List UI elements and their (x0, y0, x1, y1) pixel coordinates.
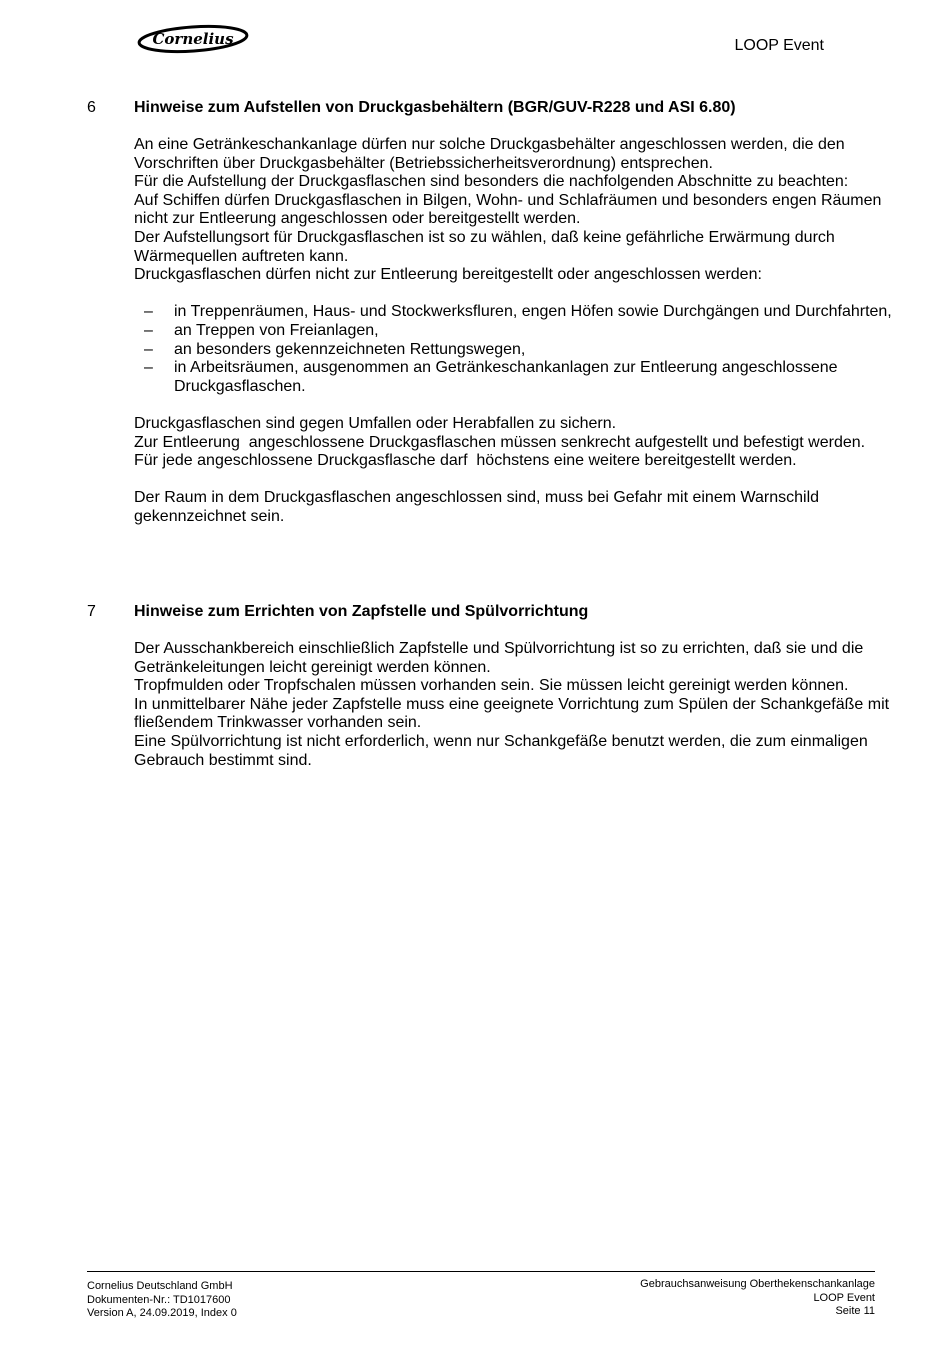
list-item: – in Arbeitsräumen, ausgenommen an Getränkeschankanlagen zur Entleerung angeschlossene Druckgasflaschen. (144, 359, 838, 395)
section-heading (87, 603, 907, 621)
footer-company-info (87, 1280, 237, 1321)
paragraph: Der Aufstellungsort für Druckgasflaschen ist so zu wählen, daß keine gefährliche Erwärmung durch Wärmequellen auftreten kann. (134, 228, 840, 265)
section-6 (87, 99, 907, 526)
paragraph: Auf Schiffen dürfen Druckgasflaschen in Bilgen, Wohn- und Schlafräumen und besonders engen Räumen nicht zur Entleerung angeschlossen oder bereitgestellt werden. (134, 191, 886, 228)
version-info: Version A, 24.09.2019, Index 0 (87, 1307, 237, 1319)
dash-bullet: – (144, 359, 153, 377)
company-name: Cornelius Deutschland GmbH (87, 1280, 233, 1292)
dash-bullet: – (144, 303, 153, 321)
section-7 (87, 603, 907, 770)
paragraph: Für jede angeschlossene Druckgasflasche darf höchstens eine weitere bereitgestellt werden. (134, 452, 797, 470)
section-number: 6 (87, 99, 96, 116)
paragraph: Für die Aufstellung der Druckgasflaschen sind besonders die nachfolgenden Abschnitte zu beachten: (134, 173, 849, 191)
dash-bullet: – (144, 321, 153, 339)
paragraph: Der Raum in dem Druckgasflaschen angeschlossen sind, muss bei Gefahr mit einem Warnschild gekennzeichnet sein. (134, 489, 824, 525)
header-title: LOOP Event (734, 37, 824, 54)
section-title: Hinweise zum Aufstellen von Druckgasbehältern (BGR/GUV-R228 und ASI 6.80) (134, 99, 736, 116)
section-title: Hinweise zum Errichten von Zapfstelle und Spülvorrichtung (134, 603, 589, 620)
section-body (134, 136, 907, 526)
paragraph: Tropfmulden oder Tropfschalen müssen vorhanden sein. Sie müssen leicht gereinigt werden können. (134, 677, 849, 695)
paragraph: Zur Entleerung angeschlossene Druckgasflaschen müssen senkrecht aufgestellt und befestigt werden. (134, 433, 866, 451)
footer-divider (87, 1271, 875, 1272)
cornelius-logo (136, 22, 250, 56)
section-body (134, 640, 907, 770)
list-item: – in Treppenräumen, Haus- und Stockwerksfluren, engen Höfen sowie Durchgängen und Durchfahrten, (144, 303, 892, 321)
restriction-list (134, 303, 907, 396)
section-heading (87, 99, 907, 117)
section-number: 7 (87, 603, 96, 620)
paragraph: An eine Getränkeschankanlage dürfen nur solche Druckgasbehälter angeschlossen werden, die den Vorschriften über Druckgasbehälter (Betriebssicherheitsverordnung) entsprechen. (134, 136, 850, 172)
paragraph: Der Ausschankbereich einschließlich Zapfstelle und Spülvorrichtung ist so zu errichten, daß sie und die Getränkeleitungen leicht gereinigt werden können. (134, 640, 868, 676)
paragraph: Druckgasflaschen dürfen nicht zur Entleerung bereitgestellt oder angeschlossen werden: (134, 266, 762, 284)
paragraph: Eine Spülvorrichtung ist nicht erforderlich, wenn nur Schankgefäße benutzt werden, die zum einmaligen Gebrauch bestimmt sind. (134, 732, 873, 769)
product-name: LOOP Event (813, 1291, 875, 1304)
list-item: – an Treppen von Freianlagen, (144, 321, 379, 339)
footer-document-info (640, 1278, 875, 1319)
dash-bullet: – (144, 340, 153, 358)
document-title: Gebrauchsanweisung Oberthekenschankanlage (640, 1278, 875, 1290)
svg-text:Cornelius: Cornelius (152, 30, 234, 48)
list-item: – an besonders gekennzeichneten Rettungswegen, (144, 340, 526, 358)
document-number: Dokumenten-Nr.: TD1017600 (87, 1293, 231, 1306)
page-number: Seite 11 (835, 1305, 875, 1317)
paragraph: Druckgasflaschen sind gegen Umfallen oder Herabfallen zu sichern. (134, 414, 617, 432)
paragraph: In unmittelbarer Nähe jeder Zapfstelle muss eine geeignete Vorrichtung zum Spülen der Schankgefäße mit fließendem Trinkwasser vorhanden sein. (134, 695, 894, 732)
